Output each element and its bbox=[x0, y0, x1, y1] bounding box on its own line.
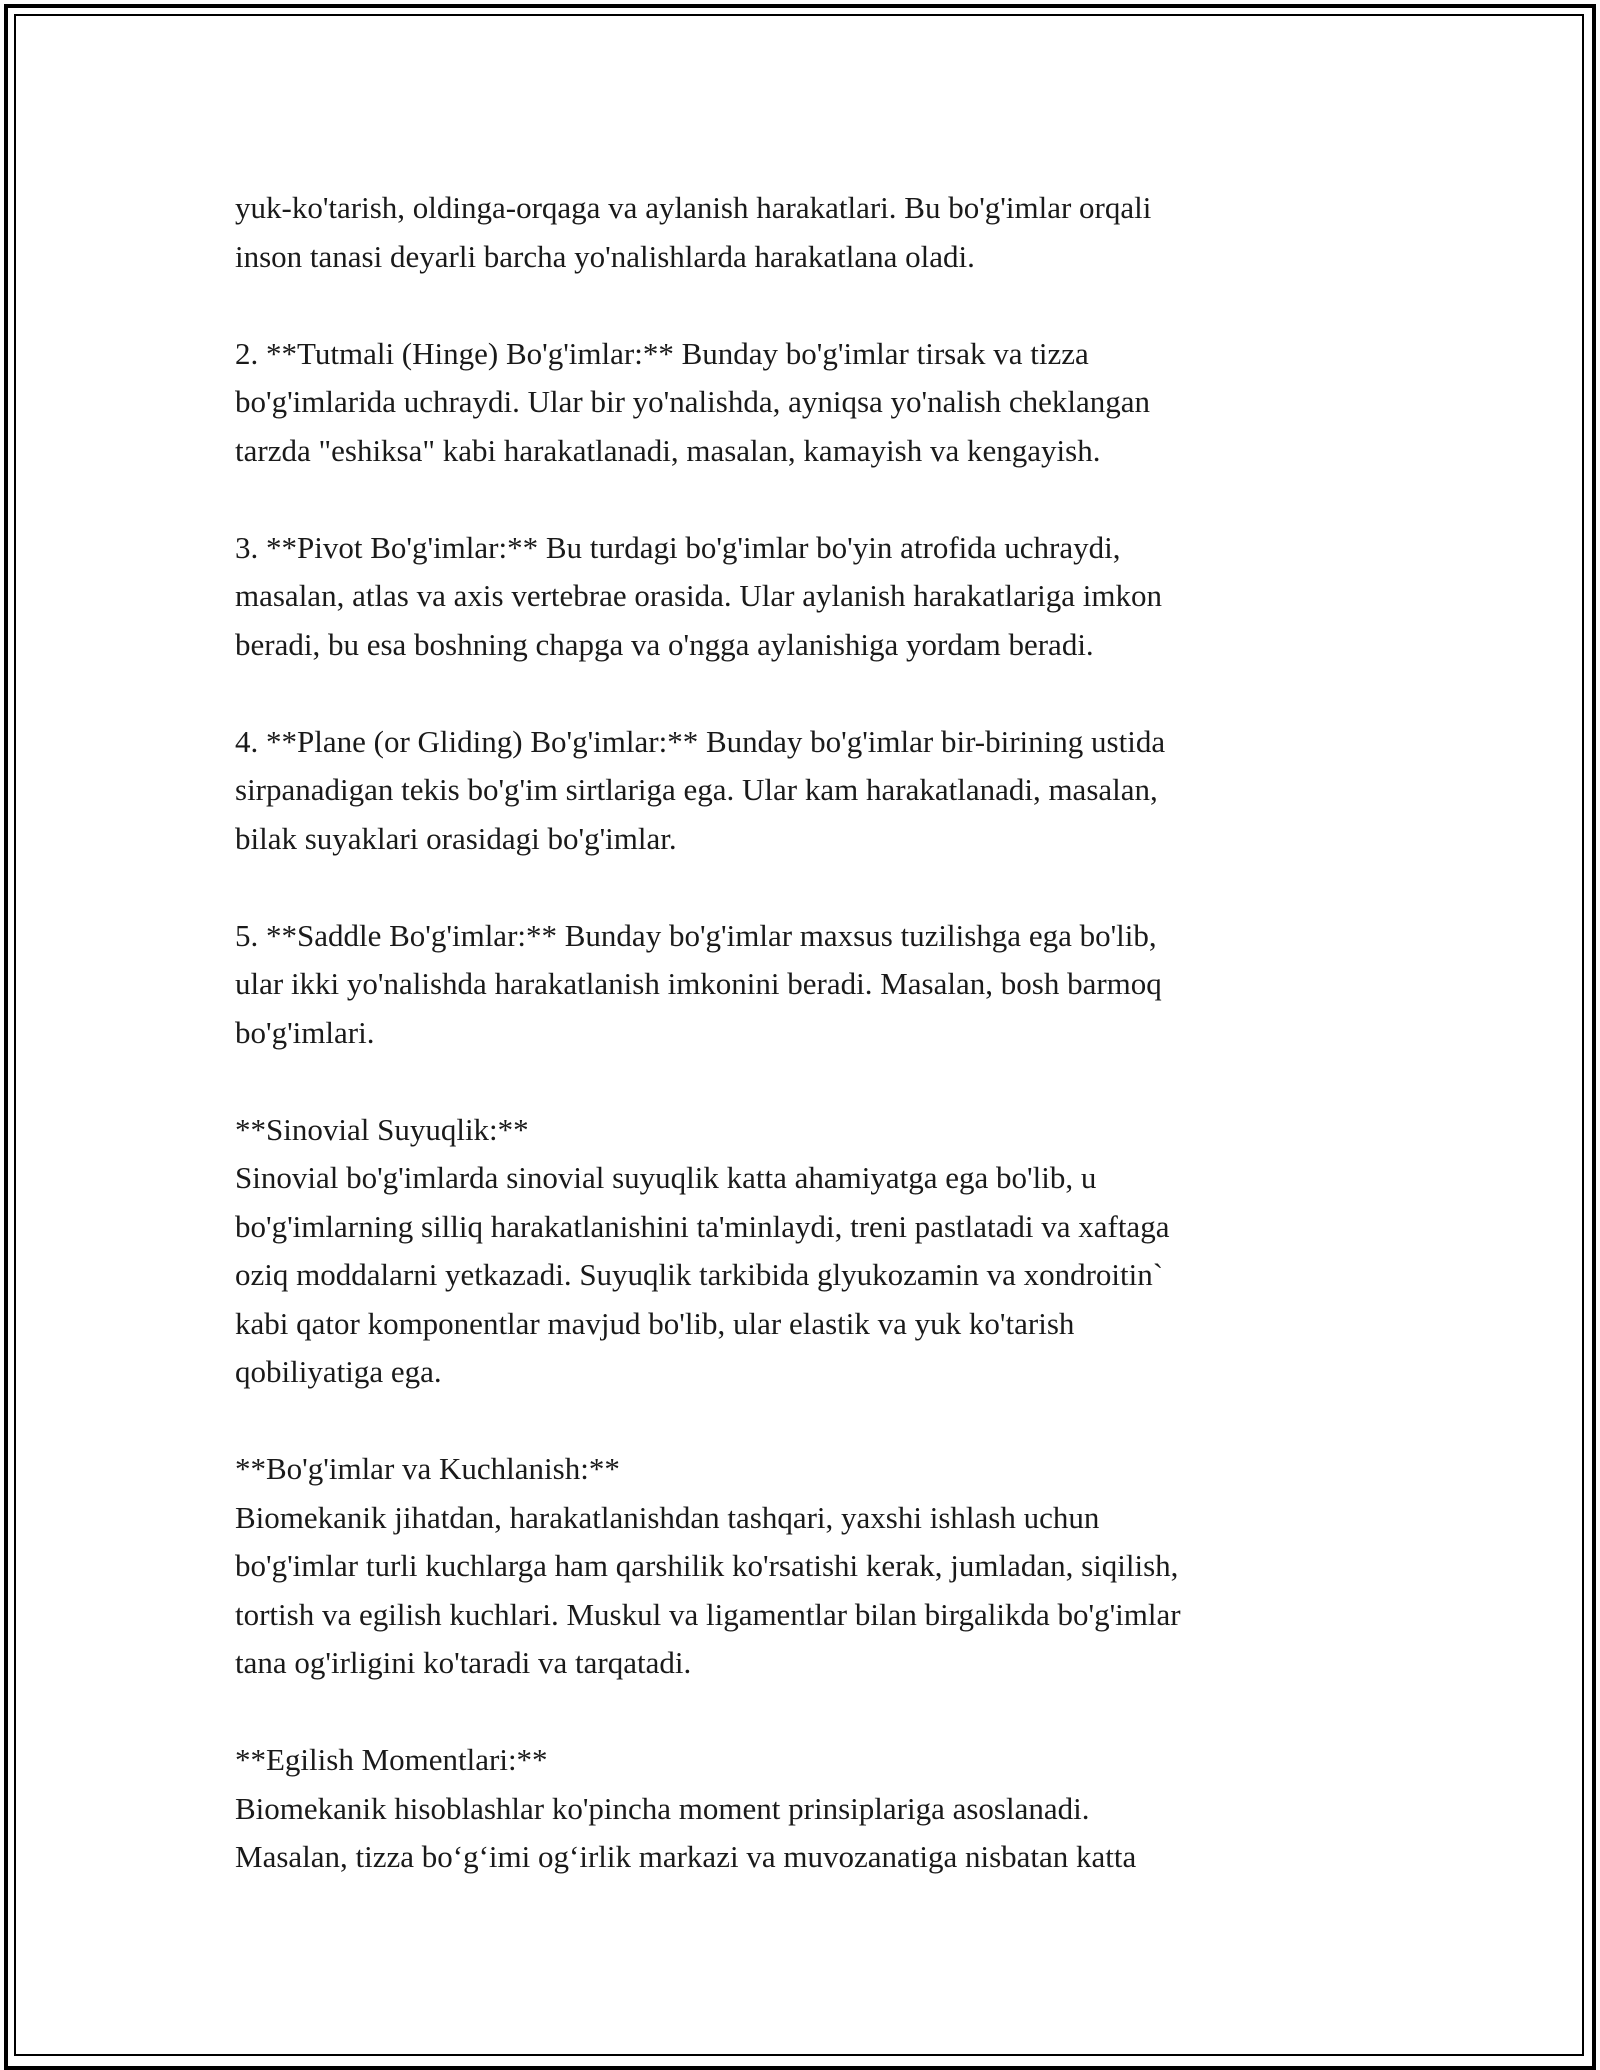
text-line: qobiliyatiga ega. bbox=[235, 1354, 442, 1389]
text-line: sirpanadigan tekis bo'g'im sirtlariga ega. Ular kam harakatlanadi, masalan, bbox=[235, 772, 1158, 807]
text-line: bo'g'imlarning silliq harakatlanishini ta'minlaydi, treni pastlatadi va xaftaga bbox=[235, 1208, 1170, 1244]
paragraph-saddle-joints bbox=[235, 912, 1415, 1058]
section-heading: **Egilish Momentlari:** bbox=[235, 1742, 548, 1777]
text-line: tarzda "eshiksa" kabi harakatlanadi, masalan, kamayish va kengayish. bbox=[235, 432, 1101, 468]
text-line: Biomekanik hisoblashlar ko'pincha moment prinsiplariga asoslanadi. bbox=[235, 1790, 1090, 1826]
paragraph-plane-joints bbox=[235, 718, 1415, 864]
text-line: kabi qator komponentlar mavjud bo'lib, ular elastik va yuk ko'tarish bbox=[235, 1305, 1075, 1341]
text-line: bo'g'imlari. bbox=[235, 1014, 375, 1050]
text-line: beradi, bu esa boshning chapga va o'ngga aylanishiga yordam beradi. bbox=[235, 626, 1094, 662]
text-line: bilak suyaklari orasidagi bo'g'imlar. bbox=[235, 820, 677, 856]
text-line: 3. **Pivot Bo'g'imlar:** Bu turdagi bo'g'imlar bo'yin atrofida uchraydi, bbox=[235, 529, 1121, 565]
paragraph-intro-continuation bbox=[235, 184, 1415, 281]
section-heading: **Bo'g'imlar va Kuchlanish:** bbox=[235, 1451, 620, 1486]
paragraph-pivot-joints bbox=[235, 524, 1415, 670]
text-line: 4. **Plane (or Gliding) Bo'g'imlar:** Bunday bo'g'imlar bir-birining ustida bbox=[235, 723, 1166, 759]
text-line: yuk-ko'tarish, oldinga-orqaga va aylanish harakatlari. Bu bo'g'imlar orqali bbox=[235, 190, 1152, 225]
text-line: tana og'irligini ko'taradi va tarqatadi. bbox=[235, 1645, 692, 1680]
text-line: ular ikki yo'nalishda harakatlanish imkonini beradi. Masalan, bosh barmoq bbox=[235, 966, 1162, 1001]
section-heading: **Sinovial Suyuqlik:** bbox=[235, 1111, 529, 1147]
text-line: inson tanasi deyarli barcha yo'nalishlarda harakatlana oladi. bbox=[235, 238, 975, 274]
text-line: bo'g'imlar turli kuchlarga ham qarshilik ko'rsatishi kerak, jumladan, siqilish, bbox=[235, 1548, 1179, 1583]
paragraph-hinge-joints bbox=[235, 330, 1415, 476]
text-line: Sinovial bo'g'imlarda sinovial suyuqlik katta ahamiyatga ega bo'lib, u bbox=[235, 1160, 1097, 1195]
document-body bbox=[235, 184, 1415, 1882]
text-line: oziq moddalarni yetkazadi. Suyuqlik tarkibida glyukozamin va xondroitin` bbox=[235, 1257, 1164, 1292]
paragraph-bending-moments bbox=[235, 1736, 1415, 1882]
text-line: Biomekanik jihatdan, harakatlanishdan tashqari, yaxshi ishlash uchun bbox=[235, 1499, 1100, 1535]
text-line: Masalan, tizza bo‘g‘imi og‘irlik markazi va muvozanatiga nisbatan katta bbox=[235, 1839, 1137, 1874]
text-line: 2. **Tutmali (Hinge) Bo'g'imlar:** Bunday bo'g'imlar tirsak va tizza bbox=[235, 335, 1089, 371]
paragraph-synovial-fluid bbox=[235, 1106, 1415, 1397]
paragraph-joints-and-loading bbox=[235, 1445, 1415, 1688]
text-line: 5. **Saddle Bo'g'imlar:** Bunday bo'g'imlar maxsus tuzilishga ega bo'lib, bbox=[235, 917, 1157, 953]
text-line: masalan, atlas va axis vertebrae orasida. Ular aylanish harakatlariga imkon bbox=[235, 578, 1163, 613]
text-line: tortish va egilish kuchlari. Muskul va ligamentlar bilan birgalikda bo'g'imlar bbox=[235, 1596, 1181, 1632]
text-line: bo'g'imlarida uchraydi. Ular bir yo'nalishda, ayniqsa yo'nalish cheklangan bbox=[235, 384, 1151, 419]
